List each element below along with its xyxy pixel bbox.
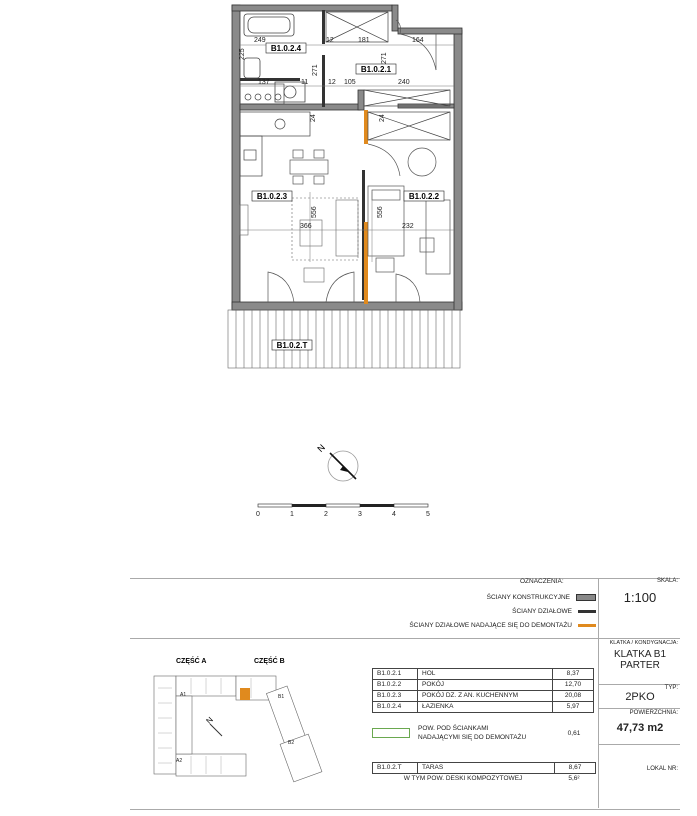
legend-item-structural <box>380 590 596 604</box>
rooms-table-row <box>372 668 594 680</box>
dim-7: 11 <box>301 79 309 86</box>
partition-walls <box>240 10 365 300</box>
room-label-room: B1.0.2.2 <box>408 192 440 201</box>
dim-15: 556 <box>377 206 384 218</box>
key-plan-tag-a1: A1 <box>180 692 187 698</box>
room-label-hall: B1.0.2.1 <box>360 65 392 74</box>
panel-divider-vertical <box>598 578 599 808</box>
dim-6: 137 <box>258 79 270 86</box>
key-plan-north: N <box>204 715 215 726</box>
dim-9: 12 <box>328 79 336 86</box>
removable-walls-swatch <box>372 728 410 738</box>
entrance-door <box>368 20 436 176</box>
key-plan-tag-b1: B1 <box>278 694 285 700</box>
legend-item-removable <box>380 618 596 632</box>
rooms-table-row <box>372 702 594 713</box>
area-block <box>600 710 680 734</box>
room-name: POKÓJ <box>418 680 553 690</box>
scale-tick-4: 4 <box>392 511 396 518</box>
key-plan-part-b: CZĘŚĆ B <box>254 658 285 665</box>
stair-label: KLATKA / KONDYGNACJA: <box>609 640 678 646</box>
room-code: B1.0.2.2 <box>373 680 418 690</box>
legend-swatch-removable <box>578 624 596 627</box>
legend-label-partition: ŚCIANY DZIAŁOWE <box>512 607 572 615</box>
legend <box>380 590 596 632</box>
dim-1: 225 <box>239 48 246 60</box>
dim-16: 232 <box>402 223 414 230</box>
dim-12: 24 <box>310 114 317 122</box>
kitchen-counter <box>240 84 310 176</box>
scale-tick-0: 0 <box>256 511 260 518</box>
removable-walls-label-1: POW. POD ŚCIANKAMI <box>418 725 489 732</box>
side-panel <box>600 578 680 605</box>
rooms-table <box>372 668 594 713</box>
dim-5: 271 <box>381 52 388 64</box>
local-block <box>600 766 680 772</box>
type-block <box>600 685 680 703</box>
key-plan-highlight <box>240 688 250 700</box>
terrace-name: TARAS <box>418 763 555 773</box>
scale-label: SKALA: <box>656 578 678 584</box>
legend-label-removable: ŚCIANY DZIAŁOWE NADAJĄCE SIĘ DO DEMONTAŻU <box>409 621 572 629</box>
room-code: B1.0.2.3 <box>373 691 418 701</box>
dim-17: 24 <box>379 114 386 122</box>
legend-header: OZNACZENIA: <box>520 578 564 585</box>
scale-tick-5: 5 <box>426 511 430 518</box>
stair-value-1: KLATKA B1 <box>613 649 667 660</box>
removable-walls-area: 0,61 <box>567 729 581 737</box>
panel-divider-h4 <box>598 744 680 745</box>
key-plan-tag-a2: A2 <box>176 758 183 764</box>
scale-bar <box>256 504 430 518</box>
room-label-kitchen-room: B1.0.2.3 <box>256 192 288 201</box>
scale-tick-3: 3 <box>358 511 362 518</box>
type-label: TYP: <box>664 685 678 691</box>
room-area: 8,37 <box>566 670 580 677</box>
living-area <box>240 198 358 282</box>
compass <box>315 442 358 481</box>
terrace-code: B1.0.2.T <box>373 763 418 773</box>
removable-walls-label <box>410 724 554 742</box>
scale-tick-2: 2 <box>324 511 328 518</box>
legend-label-structural: ŚCIANY KONSTRUKCYJNE <box>486 593 570 601</box>
room-name: ŁAZIENKA <box>418 702 553 712</box>
stair-block <box>600 640 680 671</box>
dim-0: 249 <box>254 37 266 44</box>
key-plan-tag-b2: B2 <box>288 740 295 746</box>
key-plan-part-a: CZĘŚĆ A <box>176 658 207 665</box>
dim-3: 181 <box>358 37 370 44</box>
room-label-bathroom: B1.0.2.4 <box>270 44 302 53</box>
room-area: 12,70 <box>564 681 582 688</box>
terrace-note-row <box>372 774 594 784</box>
removable-walls-label-2: NADAJĄCYMI SIĘ DO DEMONTAŻU <box>418 734 527 741</box>
key-plan-north-arrow <box>210 724 222 736</box>
dim-11: 240 <box>398 79 410 86</box>
dim-8: 271 <box>312 64 319 76</box>
terrace-row <box>372 762 596 774</box>
terrace-note-area: 5,6² <box>568 775 580 782</box>
panel-divider-h1 <box>130 638 680 639</box>
dim-2: 12 <box>326 37 334 44</box>
room-area: 5,97 <box>566 703 580 710</box>
room-name: POKÓJ DZ. Z AN. KUCHENNYM <box>418 691 553 701</box>
terrace-area: 8,67 <box>568 764 582 771</box>
local-label: LOKAL NR: <box>646 766 678 772</box>
area-value: 47,73 m2 <box>616 722 664 734</box>
terrace <box>228 310 460 368</box>
room-code: B1.0.2.4 <box>373 702 418 712</box>
panel-divider-h3 <box>598 708 680 709</box>
room-label-terrace: B1.0.2.T <box>276 341 308 350</box>
scale-value: 1:100 <box>623 590 657 605</box>
legend-swatch-partition <box>578 610 596 613</box>
room-area: 20,08 <box>564 692 582 699</box>
balcony-doors <box>268 272 420 302</box>
legend-swatch-structural <box>576 594 596 601</box>
removable-walls-row <box>372 724 594 742</box>
dining-table <box>290 150 328 184</box>
area-label: POWIERZCHNIA: <box>629 710 678 716</box>
legend-item-partition <box>380 604 596 618</box>
compass-north-label: N <box>315 442 328 455</box>
dim-14: 366 <box>300 223 312 230</box>
dimension-lines <box>240 45 454 262</box>
scale-tick-1: 1 <box>290 511 294 518</box>
key-plan <box>146 648 346 788</box>
room-name: HOL <box>418 669 553 679</box>
dim-4: 164 <box>412 37 424 44</box>
terrace-note: W TYM POW. DESKI KOMPOZYTOWEJ <box>403 775 523 782</box>
dim-13: 556 <box>311 206 318 218</box>
dim-10: 105 <box>344 79 356 86</box>
stair-value-2: PARTER <box>620 660 660 671</box>
rooms-table-row <box>372 691 594 702</box>
bathroom-fixtures <box>244 14 305 102</box>
type-value: 2PKO <box>625 691 655 703</box>
room-code: B1.0.2.1 <box>373 669 418 679</box>
rooms-table-row <box>372 680 594 691</box>
